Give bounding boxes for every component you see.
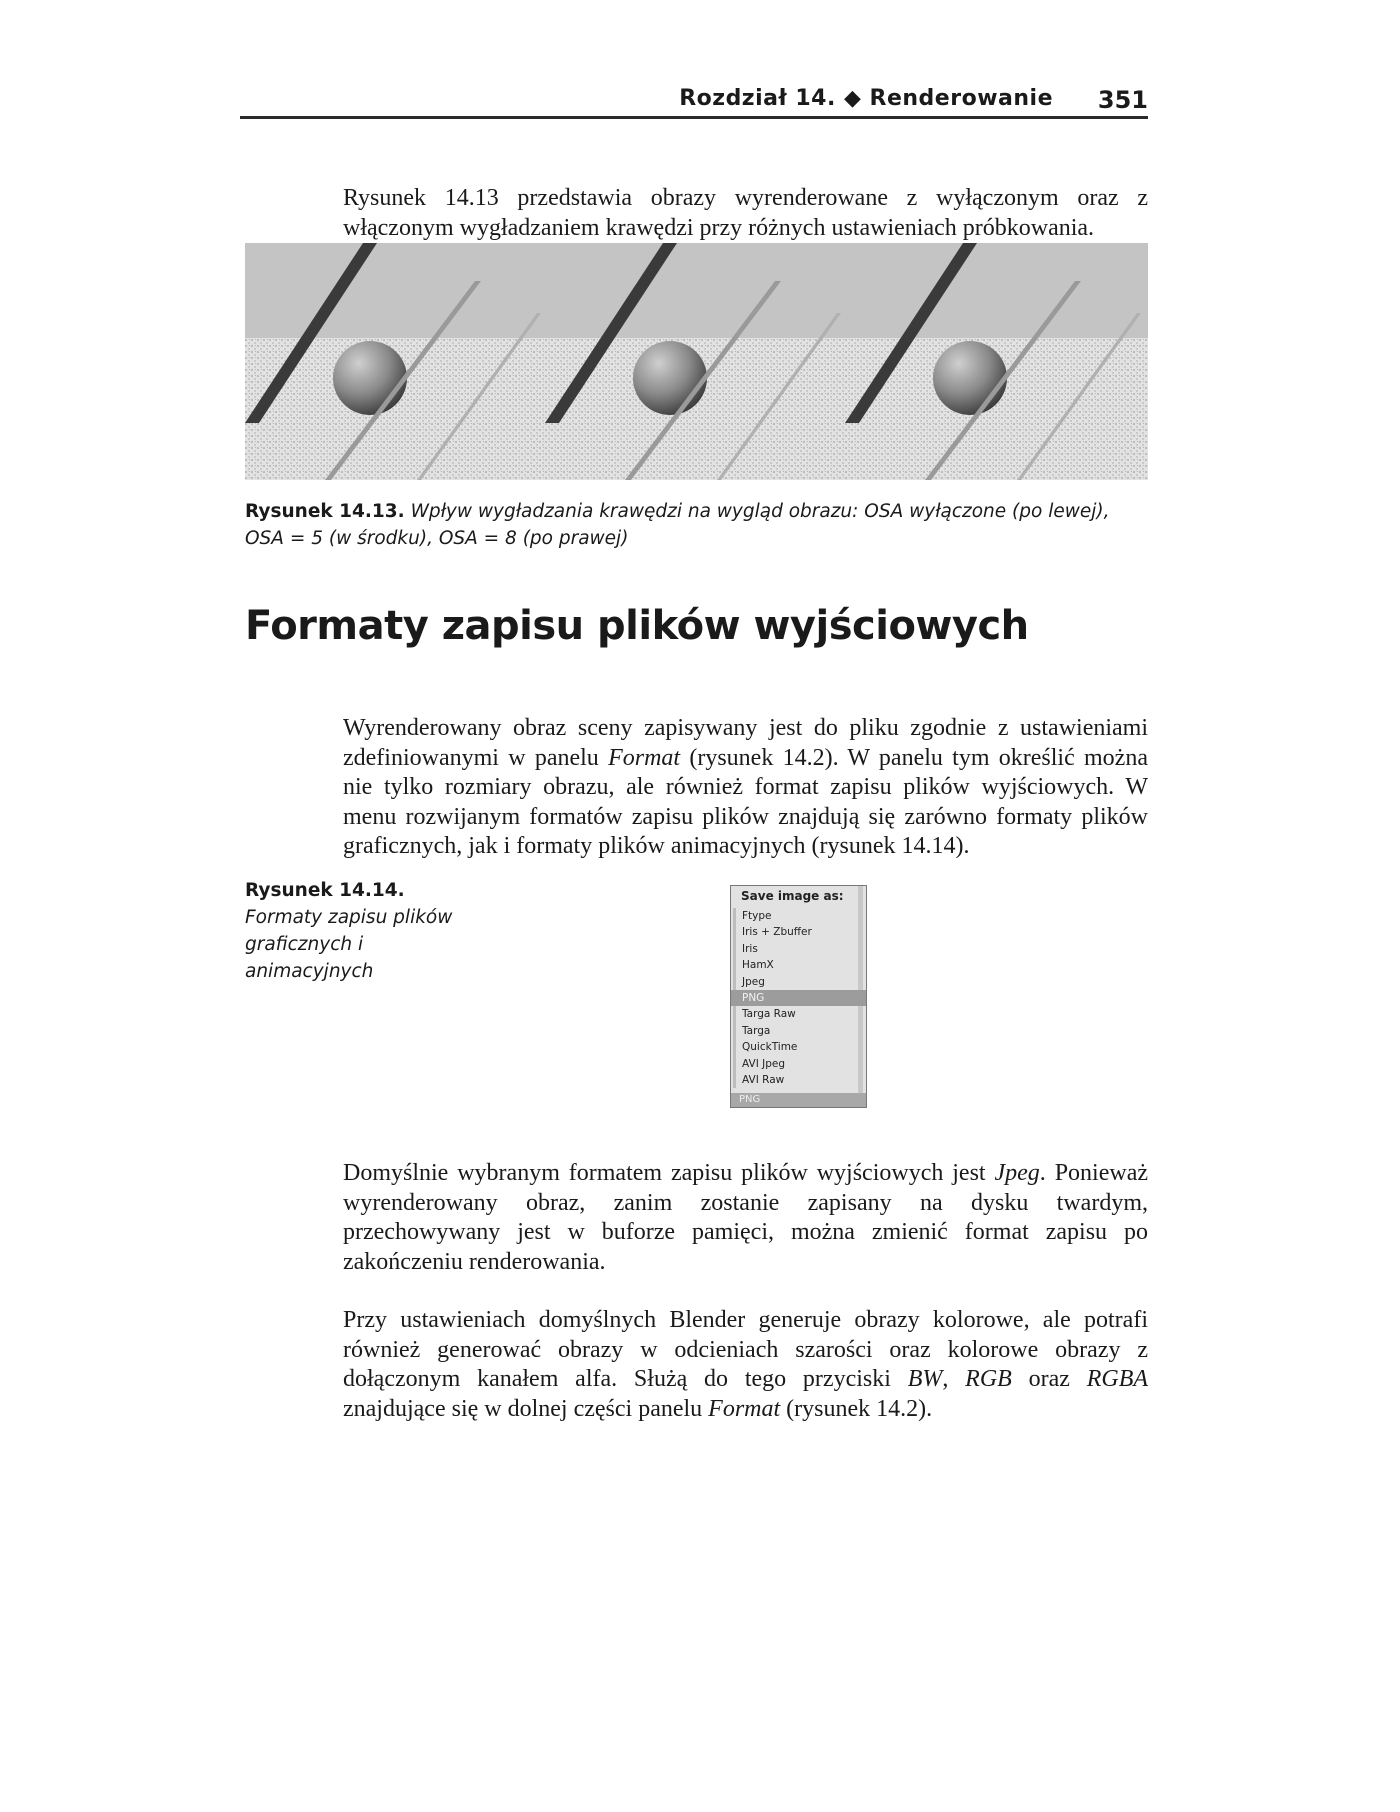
- section-title: Formaty zapisu plików wyjściowych: [245, 603, 1029, 649]
- figure-caption-text: Formaty zapisu plików graficznych i animacyjnych: [245, 907, 453, 982]
- menu-item[interactable]: Jpeg: [742, 975, 765, 988]
- running-header: [240, 82, 1148, 119]
- paragraph-color-modes: [343, 1306, 1148, 1424]
- menu-item[interactable]: AVI Raw: [742, 1073, 785, 1086]
- menu-list: [731, 908, 866, 1088]
- text-run: Przy ustawieniach domyślnych Blender generuje obrazy kolorowe, ale potrafi również generować obrazy w odcieniach szarości oraz kolorowe obrazy z dołączonym kanałem alfa. Służą do tego przyciski: [343, 1307, 1148, 1392]
- menu-item[interactable]: HamX: [742, 959, 774, 972]
- figure-caption-text: Wpływ wygładzania krawędzi na wygląd obrazu: OSA wyłączone (po lewej), OSA = 5 (w środku), OSA = 8 (po prawej): [245, 501, 1110, 549]
- text-run: . Ponieważ wyrenderowany obraz, zanim zostanie zapisany na dysku twardym, przechowywany jest w buforze pamięci, można zmienić format zapisu po zakończeniu renderowania.: [343, 1160, 1148, 1275]
- menu-item[interactable]: Targa: [742, 1024, 771, 1037]
- paragraph-default-format: [343, 1159, 1148, 1277]
- figure-label: Rysunek 14.14.: [245, 880, 405, 901]
- menu-selected-value: PNG: [731, 1093, 866, 1107]
- text-run: (rysunek 14.2).: [780, 1395, 933, 1422]
- intro-paragraph: Rysunek 14.13 przedstawia obrazy wyrenderowane z wyłączonym oraz z włączonym wygładzaniem krawędzi przy różnych ustawieniach próbkowania.: [343, 185, 1148, 241]
- page-number: 351: [1097, 86, 1148, 114]
- emphasis-format: Format: [708, 1395, 781, 1422]
- menu-item[interactable]: PNG: [731, 990, 866, 1006]
- figure-osa-comparison: [245, 243, 1148, 480]
- text-run: (rysunek 14.2). W panelu tym określić można nie tylko rozmiary obrazu, ale również format zapisu plików wyjściowych. W menu rozwijanym formatów zapisu plików znajdują się zarówno formaty plików graficznych, jak i formaty plików animacyjnych (rysunek 14.14).: [343, 744, 1148, 859]
- chapter-title: Rozdział 14. ◆ Renderowanie: [679, 86, 1053, 111]
- menu-title: Save image as:: [741, 889, 844, 903]
- emphasis-bw: BW: [907, 1366, 943, 1392]
- emphasis-rgb: RGB: [965, 1366, 1012, 1392]
- save-image-menu: [730, 885, 867, 1108]
- paragraph-format: [343, 714, 1148, 862]
- menu-item[interactable]: Targa Raw: [742, 1008, 796, 1021]
- figure-14-13-caption: [245, 498, 1148, 552]
- menu-item[interactable]: Iris + Zbuffer: [742, 926, 812, 939]
- text-run: oraz: [1011, 1366, 1087, 1392]
- emphasis-rgba: RGBA: [1086, 1366, 1149, 1392]
- figure-14-14-caption: [245, 877, 475, 985]
- text-run: znajdujące się w dolnej części panelu: [343, 1395, 709, 1422]
- menu-item[interactable]: AVI Jpeg: [742, 1057, 786, 1070]
- figure-label: Rysunek 14.13.: [245, 501, 405, 522]
- text-run: Wyrenderowany obraz sceny zapisywany jest do pliku zgodnie z ustawieniami zdefiniowanymi w panelu: [343, 715, 1148, 771]
- menu-item[interactable]: Iris: [742, 942, 758, 955]
- osa-render-image: [245, 243, 1148, 480]
- text-run: Domyślnie wybranym formatem zapisu plików wyjściowych jest: [343, 1160, 995, 1186]
- sky: [245, 243, 1148, 338]
- menu-item[interactable]: QuickTime: [742, 1041, 798, 1054]
- emphasis-jpeg: Jpeg: [994, 1160, 1040, 1186]
- emphasis-format: Format: [608, 744, 681, 771]
- menu-item[interactable]: Ftype: [742, 910, 772, 922]
- text-run: ,: [942, 1366, 966, 1392]
